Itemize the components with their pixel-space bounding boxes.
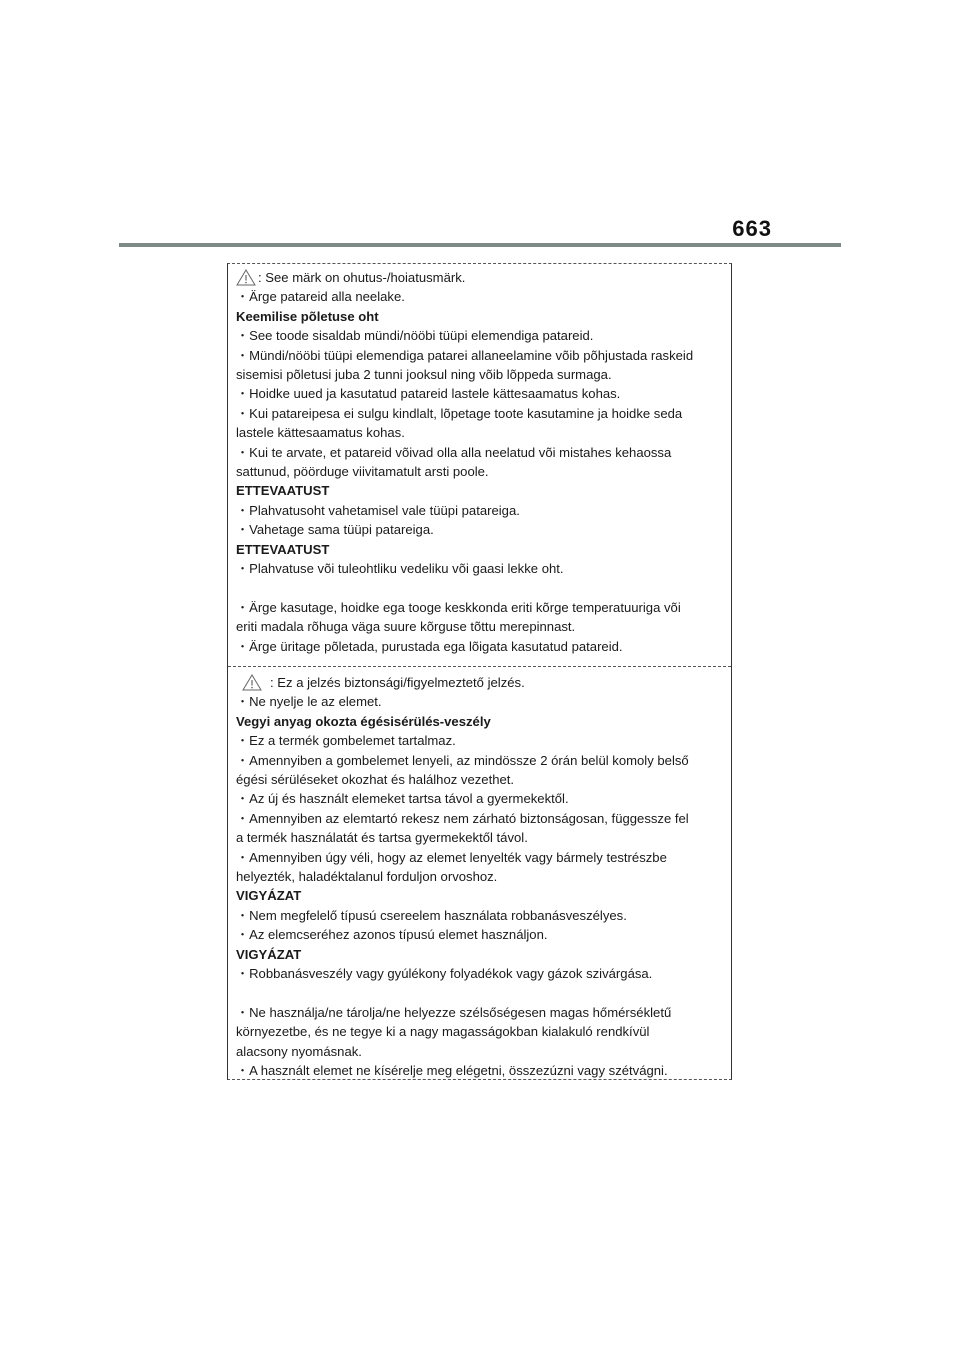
estonian-line: ・Kui patareipesa ei sulgu kindlalt, lõpetage toote kasutamine ja hoidke seda [236,405,683,421]
estonian-line: ・Hoidke uued ja kasutatud patareid lastele kättesaamatus kohas. [236,386,621,402]
header-rule [119,243,841,247]
hungarian-warning-line [236,673,725,692]
hungarian-section [236,673,725,1081]
battery-warning-box [227,263,732,1080]
estonian-caution-heading: ETTEVAATUST [236,483,330,499]
hungarian-line: égési sérüléseket okozhat és halálhoz vezethet. [236,772,515,788]
hungarian-caution-heading: VIGYÁZAT [236,888,302,904]
page-number: 663 [732,216,772,241]
estonian-warning-line [236,268,725,287]
estonian-line: ・Ärge kasutage, hoidke ega tooge keskkonda eriti kõrge temperatuuriga või [236,599,681,615]
hungarian-line: ・Az elemcseréhez azonos típusú elemet használjon. [236,927,548,943]
estonian-line: ・Plahvatuse või tuleohtliku vedeliku või gaasi lekke oht. [236,561,564,577]
hungarian-line: ・A használt elemet ne kísérelje meg elégetni, összezúzni vagy szétvágni. [236,1063,668,1079]
hungarian-line: ・Ne nyelje le az elemet. [236,694,382,710]
estonian-line: ・Ärge patareid alla neelake. [236,289,405,305]
estonian-heading: Keemilise põletuse oht [236,308,379,324]
estonian-line: ・See toode sisaldab mündi/nööbi tüüpi elemendiga patareid. [236,328,594,344]
hungarian-caution-heading: VIGYÁZAT [236,946,302,962]
hungarian-line: a termék használatát és tartsa gyermekektől távol. [236,830,528,846]
hungarian-line: környezetbe, és ne tegye ki a nagy magasságokban kialakuló rendkívül [236,1024,650,1040]
hungarian-line: ・Ez a termék gombelemet tartalmaz. [236,733,456,749]
hungarian-line: helyezték, haladéktalanul forduljon orvoshoz. [236,869,498,885]
hungarian-line: ・Amennyiben a gombelemet lenyeli, az mindössze 2 órán belül komoly belső [236,752,689,768]
hungarian-line: ・Nem megfelelő típusú csereelem használata robbanásveszélyes. [236,907,627,923]
hungarian-line: ・Amennyiben úgy véli, hogy az elemet lenyelték vagy bármely testrészbe [236,849,667,865]
estonian-blank-line [236,579,725,598]
estonian-line: sisemisi põletusi juba 2 tunni jooksul ning võib lõppeda surmaga. [236,367,612,383]
estonian-line: ・Mündi/nööbi tüüpi elemendiga patarei allaneelamine võib põhjustada raskeid [236,347,694,363]
section-divider [228,666,731,667]
estonian-section [236,268,725,656]
estonian-line: lastele kättesaamatus kohas. [236,425,405,441]
hungarian-line: alacsony nyomásnak. [236,1043,362,1059]
hungarian-line: ・Az új és használt elemeket tartsa távol a gyermekektől. [236,791,569,807]
estonian-line: ・Ärge üritage põletada, purustada ega lõigata kasutatud patareid. [236,638,623,654]
estonian-line: ・Kui te arvate, et patareid võivad olla alla neelatud või mistahes kehaossa [236,444,672,460]
hungarian-line: ・Ne használja/ne tárolja/ne helyezze szélsőségesen magas hőmérsékletű [236,1004,672,1020]
estonian-caution-heading: ETTEVAATUST [236,541,330,557]
hungarian-line: ・Amennyiben az elemtartó rekesz nem zárható biztonságosan, függessze fel [236,810,689,826]
hungarian-warning-text: : Ez a jelzés biztonsági/figyelmeztető jelzés. [270,675,525,690]
estonian-line: eriti madala rõhuga väga suure kõrguse tõttu merepinnast. [236,619,576,635]
hungarian-heading: Vegyi anyag okozta égésisérülés-veszély [236,713,491,729]
estonian-line: ・Plahvatusoht vahetamisel vale tüüpi patareiga. [236,502,520,518]
hungarian-blank-line [236,984,725,1003]
estonian-warning-text: : See märk on ohutus-/hoiatusmärk. [258,270,466,285]
estonian-line: sattunud, pöörduge viivitamatult arsti poole. [236,464,489,480]
warning-triangle-icon [242,674,262,691]
warning-triangle-icon [236,269,256,286]
estonian-line: ・Vahetage sama tüüpi patareiga. [236,522,434,538]
hungarian-line: ・Robbanásveszély vagy gyúlékony folyadékok vagy gázok szivárgása. [236,966,653,982]
